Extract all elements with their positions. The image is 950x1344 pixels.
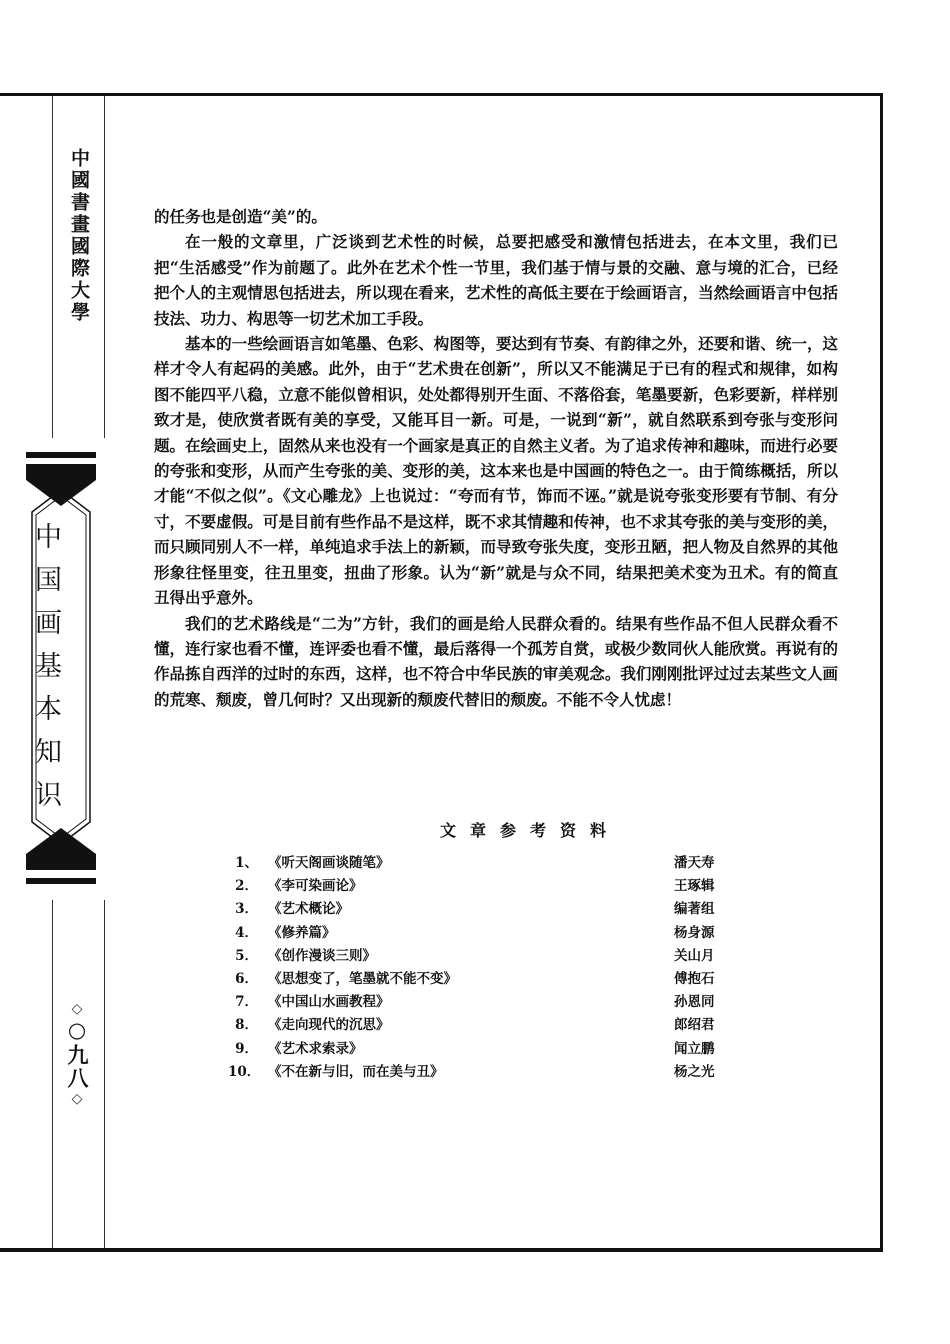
reference-item	[228, 991, 728, 1014]
references-list	[228, 852, 728, 1084]
reference-work: 《修养篇》	[268, 924, 336, 941]
reference-number: 8．	[235, 1017, 258, 1034]
reference-author: 郎绍君	[674, 1017, 715, 1034]
diamond-ornament: ◇	[71, 1091, 83, 1107]
reference-work: 《听天阁画谈随笔》	[268, 855, 390, 871]
reference-number: 1、	[235, 855, 258, 871]
reference-work: 《李可染画论》	[268, 878, 363, 895]
paragraph: 我们的艺术路线是“二为”方针，我们的画是给人民群众看的。结果有些作品不但人民群众看不懂，连行家也看不懂，连评委也看不懂，最后落得一个孤芳自赏，或极少数同伙人能欣赏。再说有的作品拣自西洋的过时的东西，这样，也不符合中华民族的审美观念。我们刚刚批评过过去某些文人画的荒寒、颓废，曾几何时？又出现新的颓废代替旧的颓废。不能不令人忧虑！	[154, 613, 838, 709]
reference-number: 6．	[235, 970, 258, 987]
reference-author: 王琢辑	[674, 878, 715, 895]
reference-number: 4．	[235, 924, 258, 941]
side-rule	[52, 900, 53, 1248]
reference-author: 杨之光	[674, 1063, 715, 1080]
reference-author: 杨身源	[674, 924, 715, 941]
reference-number: 5．	[235, 947, 258, 964]
reference-work: 《创作漫谈三则》	[268, 947, 376, 964]
paragraph: 的任务也是创造“美”的。	[154, 207, 327, 226]
reference-work: 《艺术求索录》	[268, 1040, 363, 1057]
reference-work: 《艺术概论》	[268, 901, 349, 918]
page-number: ○九八	[65, 1018, 89, 1090]
page-number-block	[62, 1000, 92, 1108]
reference-item	[228, 945, 728, 968]
school-name: 中國書畫國際大學	[68, 148, 90, 324]
body-text	[154, 204, 838, 712]
reference-work: 《不在新与旧，而在美与丑》	[268, 1063, 444, 1080]
reference-author: 关山月	[674, 947, 715, 964]
reference-item	[228, 1061, 728, 1084]
reference-item	[228, 898, 728, 921]
side-bar-top	[26, 452, 96, 458]
reference-number: 10．	[228, 1063, 261, 1080]
reference-number: 9．	[235, 1040, 258, 1057]
page-frame-right	[880, 93, 883, 1251]
reference-number: 7．	[235, 994, 258, 1011]
reference-item	[228, 852, 728, 875]
reference-author: 闻立鹏	[674, 1040, 715, 1057]
page-frame-bottom	[0, 1248, 883, 1252]
side-rule	[104, 900, 105, 1248]
side-bar-bottom	[26, 878, 96, 884]
book-title: 中国画基本知识	[30, 522, 61, 823]
diamond-ornament: ◇	[71, 1001, 83, 1017]
reference-author: 编著组	[674, 901, 715, 918]
reference-item	[228, 968, 728, 991]
reference-author: 潘天寿	[674, 855, 715, 871]
side-rule	[104, 96, 105, 438]
reference-item	[228, 1014, 728, 1037]
reference-item	[228, 1038, 728, 1061]
references-heading: 文章参考资料	[439, 821, 620, 840]
reference-number: 3．	[235, 901, 258, 918]
reference-work: 《中国山水画教程》	[268, 994, 390, 1011]
reference-author: 傅抱石	[674, 970, 715, 987]
paragraph: 基本的一些绘画语言如笔墨、色彩、构图等，要达到有节奏、有韵律之外，还要和谐、统一，这样才令人有起码的美感。此外，由于“艺术贵在创新”，所以又不能满足于已有的程式和规律，如构图不能四平八稳，立意不能似曾相识，处处都得别开生面、不落俗套，笔墨要新，色彩要新，样样别致才是，使欣赏者既有美的享受，又能耳目一新。可是，一说到“新”，就自然联系到夸张与变形问题。在绘画史上，固然从来也没有一个画家是真正的自然主义者。为了追求传神和趣味，而进行必要的夸张和变形，从而产生夸张的美、变形的美，这本来也是中国画的特色之一。由于简练概括，所以才能“不似之似”。《文心雕龙》上也说过：“夸而有节，饰而不诬。”就是说夸张变形要有节制、有分寸，不要虚假。可是目前有些作品不是这样，既不求其情趣和传神，也不求其夸张的美与变形的美，而只顾同别人不一样，单纯追求手法上的新颖，而导致夸张失度，变形丑陋，把人物及自然界的其他形象往怪里变，往丑里变，扭曲了形象。认为“新”就是与众不同，结果把美术变为丑术。有的简直丑得出乎意外。	[154, 334, 838, 608]
paragraph: 在一般的文章里，广泛谈到艺术性的时候，总要把感受和激情包括进去，在本文里，我们已把“生活感受”作为前题了。此外在艺术个性一节里，我们基于情与景的交融、意与境的汇合，已经把个人的主观情思包括进去，所以现在看来，艺术性的高低主要在于绘画语言，当然绘画语言中包括技法、功力、构思等一切艺术加工手段。	[154, 232, 838, 328]
reference-work: 《走向现代的沉思》	[268, 1017, 390, 1034]
reference-work: 《思想变了，笔墨就不能不变》	[268, 970, 457, 987]
reference-author: 孙恩同	[674, 994, 715, 1011]
page-frame-top	[0, 93, 883, 96]
reference-number: 2．	[235, 878, 258, 895]
reference-item	[228, 922, 728, 945]
reference-item	[228, 875, 728, 898]
side-rule	[52, 96, 53, 438]
